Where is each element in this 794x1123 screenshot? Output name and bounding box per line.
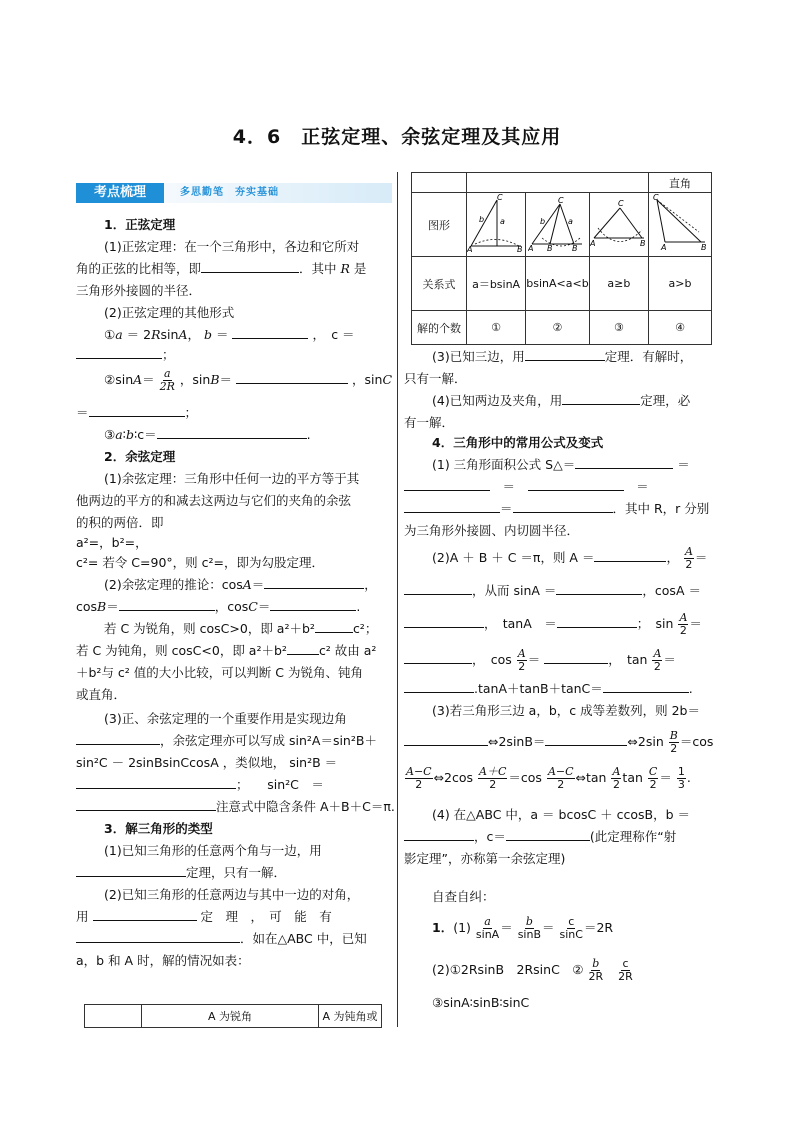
formula-line: ③a∶b∶c＝ . <box>104 424 311 446</box>
paragraph: ； sin²C ＝ <box>76 774 324 796</box>
triangle-figure-3 <box>589 193 648 257</box>
vertex-label: C <box>617 199 624 208</box>
vertex-label: A <box>661 243 667 252</box>
table-cell <box>85 1005 142 1028</box>
formula-line: (2)余弦定理的推论：cosA＝ ， <box>104 574 377 596</box>
answer-blank[interactable] <box>404 678 474 693</box>
answer-blank[interactable] <box>562 390 640 405</box>
paragraph: a²=，b²=， <box>76 535 148 550</box>
section-1-heading: 1．正弦定理 <box>104 217 176 232</box>
answer-blank[interactable] <box>119 596 215 611</box>
fraction: $\frac{B}{2}$ <box>669 729 678 755</box>
side-label: b <box>479 215 485 224</box>
answer-blank[interactable] <box>76 862 186 877</box>
fraction: $\frac{a}{2R}$ <box>159 367 175 393</box>
answer-blank[interactable] <box>89 402 185 417</box>
paragraph: 有一解． <box>404 415 455 430</box>
answer-blank[interactable] <box>93 906 197 921</box>
banner-tag: 考点梳理 <box>76 183 164 203</box>
triangle-figure-1 <box>467 193 526 257</box>
section-2-heading: 2．余弦定理 <box>104 449 176 464</box>
vertex-label: A <box>589 239 596 248</box>
fraction: $\frac{A-C}{2}$ <box>406 765 432 791</box>
table-cell: bsinA<a<b <box>526 257 590 311</box>
fraction: $\frac{C}{2}$ <box>648 765 658 791</box>
answer-line: ③sinA∶sinB∶sinC <box>432 995 530 1010</box>
vertex-label: C <box>497 194 503 202</box>
answer-blank[interactable] <box>76 730 160 745</box>
banner-subtitle: 多思勤笔 夯实基础 <box>180 187 279 198</box>
vertex-label: B <box>547 244 553 252</box>
table-cell: A 为钝角或 <box>319 1005 382 1028</box>
table-cell: a≥b <box>589 257 648 311</box>
paragraph: (1)已知三角形的任意两个角与一边，用 <box>104 843 322 858</box>
paragraph: 角的正弦的比相等，即 ．其中 R 是 <box>76 258 366 280</box>
table-cell: A 为锐角 <box>142 1005 319 1028</box>
answer-blank[interactable] <box>264 574 364 589</box>
vertex-label: A <box>528 244 534 252</box>
formula-line: (2)A ＋ B ＋ C ＝π，则 A ＝ ， $\frac{A}{2}$ ＝ <box>432 545 708 571</box>
fraction: $\frac{b}{2R}$ <box>588 957 604 983</box>
paragraph: ＝ ．其中 R，r 分别 <box>404 498 709 520</box>
fraction: $\frac{A+C}{2}$ <box>479 765 507 791</box>
answer-blank[interactable] <box>404 649 472 664</box>
answer-blank[interactable] <box>76 344 162 359</box>
answer-blank[interactable] <box>545 731 627 746</box>
answer-blank[interactable] <box>528 476 624 491</box>
cases-table <box>411 172 712 345</box>
paragraph: 或直角． <box>76 687 127 702</box>
fraction: $\frac{A-C}{2}$ <box>547 765 574 791</box>
paragraph: (2)已知三角形的任意两边与其中一边的对角， <box>104 887 360 902</box>
cases-table-bottom <box>84 1004 382 1028</box>
row-label: 解的个数 <box>412 311 467 345</box>
paragraph: 的积的两倍．即 <box>76 515 164 530</box>
answer-blank[interactable] <box>270 596 356 611</box>
table-cell: a＝bsinA <box>467 257 526 311</box>
paragraph: 用 定 理 ， 可 能 有 <box>76 906 332 928</box>
paragraph: ，c＝ (此定理称作“射 <box>404 826 676 848</box>
formula-line: cosB＝ ，cosC＝ . <box>76 596 360 618</box>
self-check-heading: 自查自纠： <box>432 889 495 904</box>
answer-blank[interactable] <box>76 928 240 943</box>
paragraph: (3)已知三边，用 定理．有解时， <box>432 346 692 368</box>
answer-blank[interactable] <box>575 454 673 469</box>
page-title: 4．6 正弦定理、余弦定理及其应用 <box>232 126 562 148</box>
table-cell: ④ <box>649 311 712 345</box>
paragraph: c²= 若令 C=90°，则 c²=，即为勾股定理． <box>76 555 324 570</box>
answer-blank[interactable] <box>404 476 490 491</box>
answer-blank[interactable] <box>157 424 307 439</box>
fraction: $\frac{A}{2}$ <box>517 647 526 673</box>
paragraph: (1)正弦定理：在一个三角形中，各边和它所对 <box>104 239 360 254</box>
table-cell: ① <box>467 311 526 345</box>
table-cell: a>b <box>649 257 712 311</box>
paragraph: 影定理”，亦称第一余弦定理) <box>404 851 566 866</box>
fraction: $\frac{c}{\sin C}$ <box>559 915 583 941</box>
formula-line: ①a ＝ 2RsinA， b ＝ ， c ＝ <box>104 324 355 346</box>
table-cell: 直角 <box>649 173 712 193</box>
formula-line: ； <box>76 344 175 366</box>
paragraph: ＝ ＝ <box>404 476 649 498</box>
answer-blank[interactable] <box>513 498 613 513</box>
paragraph: (3)正、余弦定理的一个重要作用是实现边角 <box>104 711 347 726</box>
answer-blank[interactable] <box>404 580 472 595</box>
row-label: 图形 <box>412 193 467 257</box>
section-3-heading: 3．解三角形的类型 <box>104 821 213 836</box>
formula-line: ⇔2sinB＝ ⇔2sin $\frac{B}{2}$ ＝cos <box>404 730 713 755</box>
answer-blank[interactable] <box>404 731 488 746</box>
fraction: $\frac{a}{\sin A}$ <box>475 915 500 941</box>
vertex-label: B <box>572 244 578 252</box>
vertex-label: B <box>639 239 646 248</box>
answer-blank[interactable] <box>506 826 590 841</box>
paragraph: (1) 三角形面积公式 S△＝ ＝ <box>432 454 690 476</box>
answer-blank[interactable] <box>557 613 637 628</box>
side-label: a <box>568 217 574 226</box>
section-banner <box>76 183 392 203</box>
side-label: a <box>500 217 505 226</box>
fraction: $\frac{A}{2}$ <box>653 647 662 673</box>
formula-line: ②sinA＝ $\frac{a}{2R}$ ，sinB＝ ，sinC <box>104 367 393 393</box>
answer-blank[interactable] <box>287 640 319 655</box>
formula-line: ＝ ； <box>76 402 197 424</box>
formula-line: ， tanA ＝ ； sin $\frac{A}{2}$ ＝ <box>404 612 702 637</box>
answer-blank[interactable] <box>525 346 605 361</box>
paragraph: sin²C － 2sinBsinCcosA ，类似地， sin²B ＝ <box>76 755 338 770</box>
answer-blank[interactable] <box>76 774 236 789</box>
paragraph: (2)正弦定理的其他形式 <box>104 305 235 320</box>
table-cell: ② <box>526 311 590 345</box>
answer-blank[interactable] <box>556 580 642 595</box>
vertex-label: C <box>653 194 659 202</box>
answer-blank[interactable] <box>201 258 299 273</box>
answer-blank[interactable] <box>404 826 474 841</box>
vertex-label: B <box>701 243 707 252</box>
answer-blank[interactable] <box>404 613 484 628</box>
triangle-figure-4 <box>649 193 712 257</box>
fraction: $\frac{A}{2}$ <box>612 765 621 791</box>
paragraph: 三角形外接圆的半径． <box>76 283 202 298</box>
answer-blank[interactable] <box>594 547 666 562</box>
answer-line: (2)①2RsinB 2RsinC ② $\frac{b}{2R}$ $\frac{c}{2R}$ <box>432 957 633 983</box>
fraction: $\frac{1}{3}$ <box>677 765 685 791</box>
answer-blank[interactable] <box>544 649 608 664</box>
answer-blank[interactable] <box>315 618 353 633</box>
formula-line: ， cos $\frac{A}{2}$ ＝ ， tan $\frac{A}{2}$ ＝ <box>404 648 676 673</box>
formula-line: ，从而 sinA ＝ ，cosA ＝ <box>404 580 701 602</box>
answer-line: 1．(1) $\frac{a}{\sin A}$ ＝ $\frac{b}{\sin B}$ ＝ $\frac{c}{\sin C}$ ＝2R <box>432 915 614 941</box>
answer-blank[interactable] <box>603 678 689 693</box>
answer-blank[interactable] <box>232 324 308 339</box>
paragraph: 为三角形外接圆、内切圆半径． <box>404 523 580 538</box>
table-cell: ③ <box>589 311 648 345</box>
side-label: b <box>540 217 546 226</box>
vertex-label: B <box>517 245 523 252</box>
paragraph: ．如在△ABC 中，已知 <box>76 928 367 950</box>
table-cell <box>467 173 649 193</box>
row-label: 关系式 <box>412 257 467 311</box>
paragraph: 若 C 为钝角，则 cosC<0，即 a²＋b² c² 故由 a² <box>76 640 376 662</box>
paragraph: 只有一解． <box>404 371 467 386</box>
paragraph: (1)余弦定理：三角形中任何一边的平方等于其 <box>104 471 360 486</box>
paragraph: 若 C 为锐角，则 cosC>0，即 a²＋b² c²； <box>104 618 377 640</box>
fraction: $\frac{A}{2}$ <box>684 545 693 571</box>
paragraph: 他两边的平方的和减去这两边与它们的夹角的余弦 <box>76 493 352 508</box>
fraction: $\frac{b}{\sin B}$ <box>517 915 542 941</box>
table-cell <box>412 173 467 193</box>
answer-blank[interactable] <box>76 796 216 811</box>
paragraph: ，余弦定理亦可以写成 sin²A＝sin²B＋ <box>76 730 377 752</box>
formula-line: .tanA＋tanB＋tanC＝ . <box>404 678 693 700</box>
triangle-figure-2 <box>526 193 590 257</box>
formula-line: $\frac{A-C}{2}$ ⇔2cos $\frac{A+C}{2}$ ＝cos $\frac{A-C}{2}$ ⇔tan $\frac{A}{2}$ tan $\frac{C}{2}$ ＝ $\frac{1}{3}$ . <box>406 765 691 791</box>
fraction: $\frac{c}{2R}$ <box>618 957 633 983</box>
vertex-label: A <box>467 245 473 252</box>
section-4-heading: 4．三角形中的常用公式及变式 <box>432 435 604 450</box>
paragraph: a，b 和 A 时，解的情况如表： <box>76 953 250 968</box>
vertex-label: C <box>558 196 565 205</box>
paragraph: ＋b²与 c² 值的大小比较，可以判断 C 为锐角、钝角 <box>76 665 363 680</box>
paragraph: 定理，只有一解． <box>76 862 286 884</box>
paragraph: (4) 在△ABC 中，a ＝ bcosC ＋ ccosB，b ＝ <box>432 807 691 822</box>
answer-blank[interactable] <box>236 369 348 384</box>
paragraph: 注意式中隐含条件 A＋B＋C＝π. <box>76 796 395 818</box>
answer-blank[interactable] <box>404 498 500 513</box>
paragraph: (3)若三角形三边 a，b，c 成等差数列，则 2b＝ <box>432 703 700 718</box>
paragraph: (4)已知两边及夹角，用 定理，必 <box>432 390 690 412</box>
fraction: $\frac{A}{2}$ <box>679 611 688 637</box>
column-divider <box>397 172 398 1027</box>
